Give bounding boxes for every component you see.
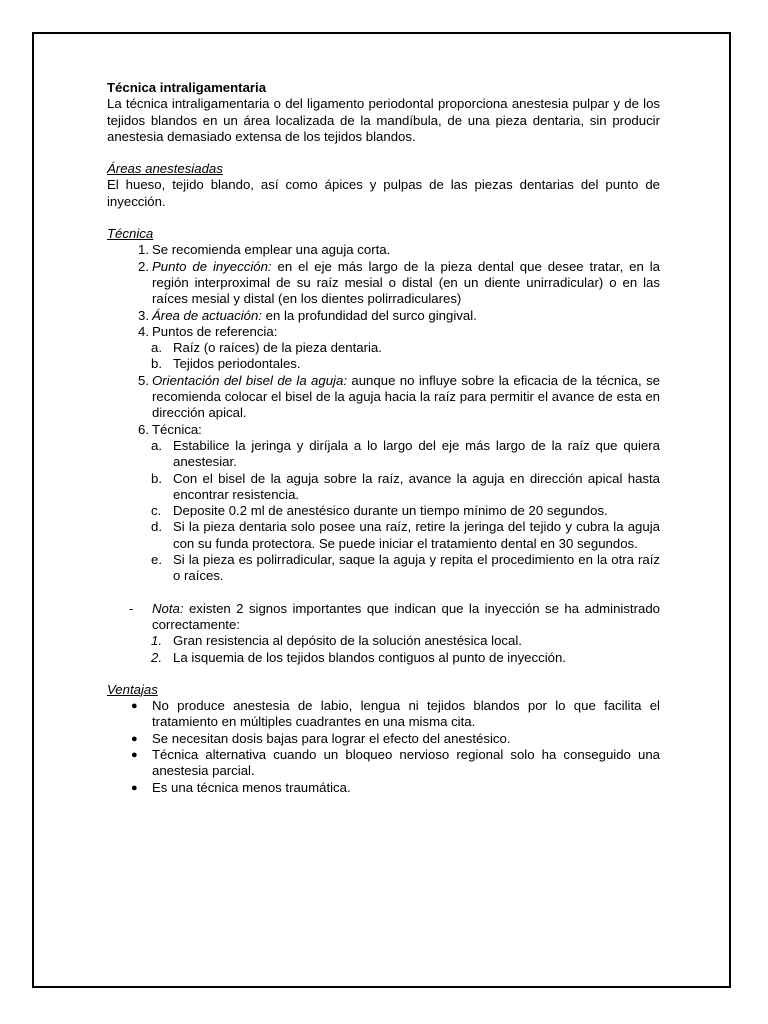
item-text: Si la pieza dentaria solo posee una raíz, retire la jeringa del tejido y cubra la aguja con su funda protectora. Se puede iniciar el tratamiento dental en 30 segundos. (173, 519, 660, 551)
step-item-d (107, 519, 660, 552)
item-number: 6. (138, 421, 149, 437)
step-item-a (107, 438, 660, 471)
note-item-1 (107, 633, 660, 649)
item-number: 3. (138, 307, 149, 323)
ventajas-heading: Ventajas (107, 681, 158, 697)
tecnica-item-3 (107, 308, 660, 324)
item-text: Es una técnica menos traumática. (152, 779, 351, 795)
item-number: 1. (138, 242, 149, 258)
item-letter: b. (151, 356, 162, 372)
item-text: No produce anestesia de labio, lengua ni tejidos blandos por lo que facilita el tratamiento en múltiples cuadrantes en una misma cita. (152, 698, 660, 730)
tecnica-heading: Técnica (107, 226, 154, 242)
note-text: existen 2 signos importantes que indican que la inyección se ha administrado correctamente: (152, 600, 660, 632)
intro-paragraph: La técnica intraligamentaria o del ligamento periodontal proporciona anestesia pulpar y de los tejidos blandos en un área localizada de la mandíbula, de una pieza dentaria, sin producir anestesia demasiado extensa de los tejidos blandos. (107, 96, 660, 144)
document-body (107, 80, 660, 796)
item-letter: a. (151, 437, 162, 453)
tecnica-item-5 (107, 373, 660, 422)
bullet-icon: ● (131, 732, 138, 745)
item-text: Gran resistencia al depósito de la solución anestésica local. (173, 633, 522, 649)
item-lead: Área de actuación: (152, 307, 262, 323)
item-text: La isquemia de los tejidos blandos contiguos al punto de inyección. (173, 649, 566, 665)
reference-item-a (107, 340, 660, 356)
item-letter: c. (151, 503, 162, 519)
ventaja-item (107, 731, 660, 747)
item-text: Se necesitan dosis bajas para lograr el efecto del anestésico. (152, 730, 511, 746)
item-text: Raíz (o raíces) de la pieza dentaria. (173, 340, 382, 356)
item-letter: d. (151, 519, 162, 535)
item-text: en el eje más largo de la pieza dental que desee tratar, en la región interproximal de su raíz mesial o distal (en un diente unirradicular) o en las raíces mesial y distal (en los dientes polirradiculares) (152, 258, 660, 307)
step-item-b (107, 471, 660, 504)
item-text: Tejidos periodontales. (173, 356, 301, 372)
areas-paragraph: El hueso, tejido blando, así como ápices y pulpas de las piezas dentarias del punto de inyección. (107, 177, 660, 209)
tecnica-item-4 (107, 324, 660, 340)
step-item-c (107, 503, 660, 519)
bullet-icon: ● (131, 748, 138, 761)
tecnica-item-1 (107, 242, 660, 258)
item-text: aunque no influye sobre la eficacia de la técnica, se recomienda colocar el bisel de la aguja hacia la raíz para permitir el avance de esta en dirección apical. (152, 372, 660, 421)
note-item-2 (107, 650, 660, 666)
item-text: Técnica: (152, 421, 202, 437)
note-lead: Nota: (152, 600, 184, 616)
item-number: 1. (151, 633, 162, 649)
areas-heading: Áreas anestesiadas (107, 161, 223, 177)
item-lead: Punto de inyección: (152, 258, 272, 274)
note-paragraph (107, 601, 660, 634)
note-dash: - (129, 600, 134, 616)
item-number: 2. (138, 258, 149, 274)
item-number: 2. (151, 649, 162, 665)
bullet-icon: ● (131, 781, 138, 794)
tecnica-item-6 (107, 422, 660, 438)
item-lead: Orientación del bisel de la aguja: (152, 372, 347, 388)
item-text: Técnica alternativa cuando un bloqueo nervioso regional solo ha conseguido una anestesia parcial. (152, 746, 660, 779)
ventaja-item (107, 747, 660, 780)
item-letter: e. (151, 552, 162, 568)
ventaja-item (107, 698, 660, 731)
ventaja-item (107, 780, 660, 796)
item-number: 5. (138, 372, 149, 388)
item-text: en la profundidad del surco gingival. (261, 307, 477, 323)
document-title: Técnica intraligamentaria (107, 80, 267, 95)
item-text: Si la pieza es polirradicular, saque la aguja y repita el procedimiento en la otra raíz o raíces. (173, 552, 660, 584)
tecnica-item-2 (107, 259, 660, 308)
item-text: Se recomienda emplear una aguja corta. (152, 242, 391, 258)
item-number: 4. (138, 323, 149, 339)
item-text: Puntos de referencia: (152, 323, 278, 339)
item-letter: b. (151, 470, 162, 486)
reference-item-b (107, 356, 660, 372)
item-text: Con el bisel de la aguja sobre la raíz, avance la aguja en dirección apical hasta encontrar resistencia. (173, 470, 660, 502)
bullet-icon: ● (131, 700, 138, 713)
step-item-e (107, 552, 660, 585)
item-letter: a. (151, 340, 162, 356)
item-text: Deposite 0.2 ml de anestésico durante un tiempo mínimo de 20 segundos. (173, 503, 608, 519)
item-text: Estabilice la jeringa y diríjala a lo largo del eje más largo de la raíz que quiera anestesiar. (173, 437, 660, 470)
